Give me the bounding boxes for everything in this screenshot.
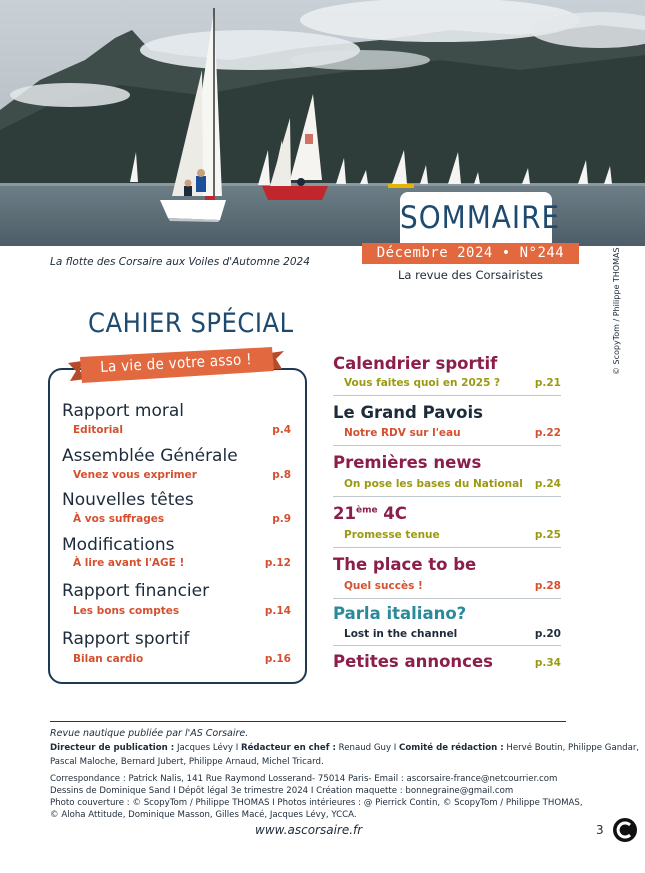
toc-entry-subtitle: Quel succès ! (344, 580, 423, 592)
special-item-page: p.16 (264, 653, 291, 665)
photo-credits-line: Photo couverture : © ScopyTom / Philippe THOMAS I Photos intérieures : @ Pierrick Contin, © ScopyTom / Philippe THOMAS, (50, 798, 583, 808)
toc-entry-title: Petites annonces (333, 652, 493, 671)
toc-entry-title: Parla italiano? (333, 604, 467, 623)
credit-value: Hervé Boutin, Philippe Gandar, (503, 743, 640, 753)
divider (333, 547, 561, 548)
divider (333, 598, 561, 599)
correspondence-line: Correspondance : Patrick Nalis, 141 Rue Raymond Losserand- 75014 Paris- Email : ascorsaire-france@netcourrier.com (50, 774, 558, 784)
special-item-page: p.8 (272, 469, 291, 481)
toc-entry-subtitle: Notre RDV sur l'eau (344, 427, 461, 439)
special-heading: CAHIER SPÉCIAL (88, 308, 294, 339)
toc-entry-subtitle: Promesse tenue (344, 529, 440, 541)
footer-divider (50, 721, 566, 722)
publisher-line: Revue nautique publiée par l'AS Corsaire. (50, 728, 249, 739)
credit-label: Rédacteur en chef : (240, 743, 336, 753)
special-item-page: p.12 (264, 557, 291, 569)
ribbon-banner (66, 345, 286, 391)
photo-credits-line-2: © Aloha Attitude, Dominique Masson, Gilles Macé, Jacques Lévy, YCCA. (50, 810, 357, 820)
toc-entry-page: p.34 (534, 657, 561, 669)
divider (333, 395, 561, 396)
special-item-title: Rapport financier (62, 581, 210, 601)
divider (333, 645, 561, 646)
page-title: SOMMAIRE (400, 200, 561, 236)
page-number: 3 (596, 823, 604, 837)
special-item-subtitle: Les bons comptes (73, 605, 180, 617)
special-item-title: Modifications (62, 535, 175, 555)
website-link[interactable]: www.ascorsaire.fr (255, 823, 363, 837)
toc-entry-title: The place to be (333, 555, 477, 574)
toc-entry-page: p.20 (534, 628, 561, 640)
toc-entry-title: Premières news (333, 453, 482, 472)
toc-entry-page: p.28 (534, 580, 561, 592)
toc-entry-title-number: 21 (333, 504, 356, 523)
special-item-subtitle: À lire avant l'AGE ! (73, 557, 185, 569)
special-item-subtitle: Venez vous exprimer (73, 469, 197, 481)
issue-banner: Décembre 2024 • N°244 (362, 243, 579, 264)
title-panel (400, 192, 561, 244)
credit-label: Comité de rédaction : (399, 743, 504, 753)
special-item-subtitle: À vos suffrages (73, 513, 165, 525)
special-item-page: p.9 (272, 513, 291, 525)
credit-label: Directeur de publication : (50, 743, 175, 753)
toc-entry-page: p.24 (534, 478, 561, 490)
special-item-title: Assemblée Générale (62, 446, 238, 466)
corsaire-logo-icon (612, 817, 638, 843)
committee-line: Pascal Maloche, Bernard Jubert, Philippe Arnaud, Michel Tricard. (50, 757, 324, 767)
special-item-title: Nouvelles têtes (62, 490, 194, 510)
toc-entry-title: Calendrier sportif (333, 354, 498, 373)
special-item-title: Rapport sportif (62, 629, 190, 649)
ribbon-label: La vie de votre asso ! (99, 350, 253, 376)
toc-entry-title-suffix: ème (355, 505, 378, 516)
special-item-subtitle: Bilan cardio (73, 653, 144, 665)
credit-value: Jacques Lévy I (174, 743, 241, 753)
toc-entry-subtitle: Vous faites quoi en 2025 ? (344, 377, 501, 389)
tagline: La revue des Corsairistes (397, 268, 544, 282)
toc-entry-subtitle: Lost in the channel (344, 628, 458, 640)
toc-entry-page: p.22 (534, 427, 561, 439)
legal-line: Dessins de Dominique Sand I Dépôt légal 3e trimestre 2024 I Création maquette : bonnegraine@gmail.com (50, 786, 514, 796)
divider (333, 445, 561, 446)
toc-entry-title-rest: 4C (377, 504, 407, 523)
toc-entry-title: Le Grand Pavois (333, 403, 483, 422)
credit-value: Renaud Guy I (335, 743, 400, 753)
special-item-page: p.14 (264, 605, 291, 617)
special-item-subtitle: Editorial (73, 424, 123, 436)
editorial-credits (50, 743, 639, 753)
photo-credit: © ScopyTom / Philippe THOMAS (612, 247, 621, 375)
toc-entry-page: p.25 (534, 529, 561, 541)
special-item-title: Rapport moral (62, 401, 184, 421)
photo-caption: La flotte des Corsaire aux Voiles d'Automne 2024 (50, 256, 310, 268)
toc-entry-page: p.21 (534, 377, 561, 389)
divider (333, 496, 561, 497)
toc-entry-title (333, 504, 407, 523)
toc-entry-subtitle: On pose les bases du National (344, 478, 523, 490)
special-item-page: p.4 (272, 424, 291, 436)
